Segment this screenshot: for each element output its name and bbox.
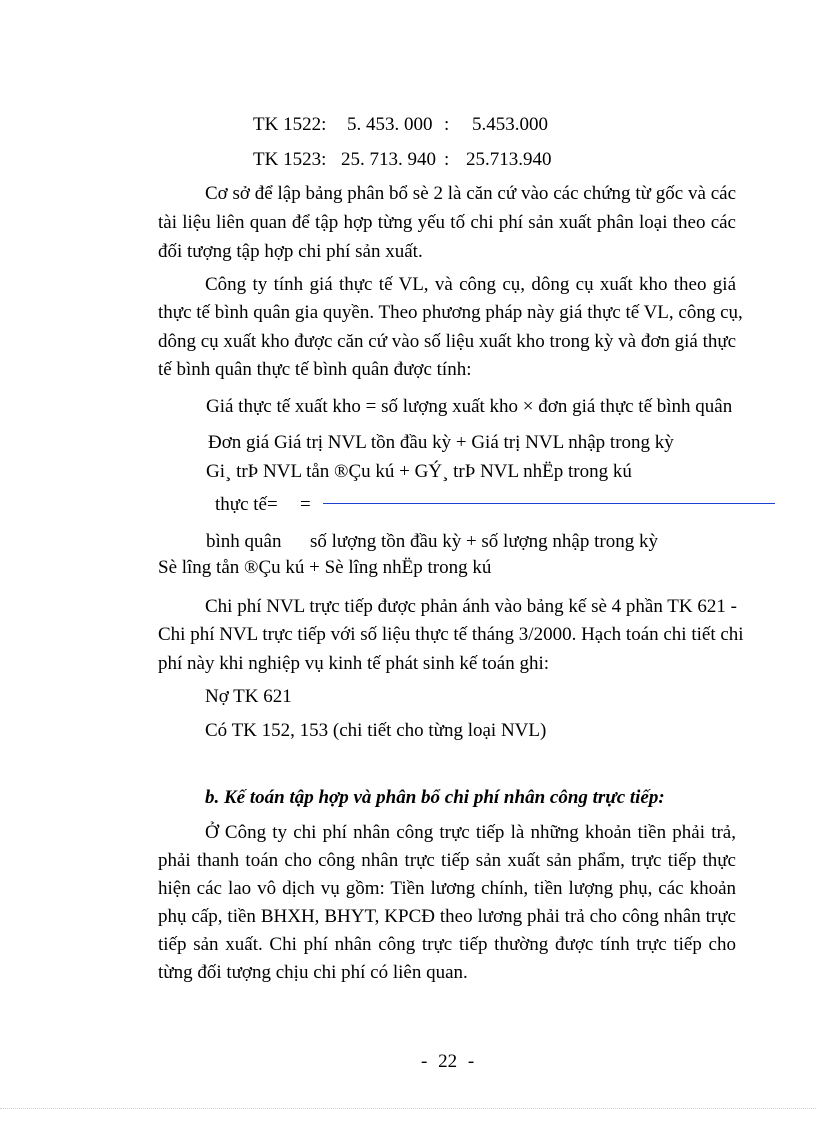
separator: : (444, 114, 450, 135)
section-heading: b. Kế toán tập hợp và phân bổ chi phí nhân công trực tiếp: (205, 787, 665, 808)
text-line: Ở Công ty chi phí nhân công trực tiếp là những khoản tiền phải trả, (205, 822, 736, 843)
separator: : (444, 149, 450, 170)
page-bottom-divider (0, 1108, 816, 1109)
text-line: phải thanh toán cho công nhân trực tiếp sản xuất sản phẩm, trực tiếp thực (158, 850, 736, 871)
account-label: TK 1522: (253, 114, 327, 135)
amount: 5. 453. 000 (347, 114, 433, 135)
account-label: TK 1523: (253, 149, 327, 170)
text-line: tài liệu liên quan để tập hợp từng yếu tố chi phí sản xuất phân loại theo các (158, 212, 736, 233)
formula-equals: = (300, 494, 311, 515)
text-line: Chi phí NVL trực tiếp với số liệu thực tế tháng 3/2000. Hạch toán chi tiết chi (158, 624, 744, 645)
text-line: Cơ sở để lập bảng phân bổ sè 2 là căn cứ vào các chứng từ gốc và các (205, 183, 736, 204)
formula-lhs: thực tế= (215, 494, 278, 515)
text-line: tế bình quân thực tế bình quân được tính: (158, 359, 472, 380)
formula-denominator-garbled: Sè lîng tån ®Çu kú + Sè lîng nhËp trong kú (158, 557, 492, 578)
journal-credit: Có TK 152, 153 (chi tiết cho từng loại NVL) (205, 720, 547, 741)
formula-main: Giá thực tế xuất kho = số lượng xuất kho × đơn giá thực tế bình quân (206, 396, 733, 417)
page-number: - 22 - (421, 1051, 475, 1072)
amount: 5.453.000 (472, 114, 548, 135)
journal-debit: Nợ TK 621 (205, 686, 292, 707)
text-line: thực tế bình quân gia quyền. Theo phương pháp này giá thực tế VL, công cụ, (158, 302, 743, 323)
amount: 25. 713. 940 (341, 149, 436, 170)
text-line: từng đối tượng chịu chi phí có liên quan. (158, 962, 468, 983)
formula-denominator: bình quân số lượng tồn đầu kỳ + số lượng nhập trong kỳ (206, 531, 658, 552)
text-line: Công ty tính giá thực tế VL, và công cụ, dông cụ xuất kho theo giá (205, 274, 736, 295)
fraction-line (323, 503, 775, 504)
text-line: đối tượng tập hợp chi phí sản xuất. (158, 241, 423, 262)
text-line: phí này khi nghiệp vụ kinh tế phát sinh kế toán ghi: (158, 653, 550, 674)
formula-numerator: Đơn giá Giá trị NVL tồn đầu kỳ + Giá trị NVL nhập trong kỳ (208, 432, 674, 453)
text-line: dông cụ xuất kho được căn cứ vào số liệu xuất kho trong kỳ và đơn giá thực (158, 331, 737, 352)
formula-numerator-garbled: Gi¸ trÞ NVL tån ®Çu kú + GÝ¸ trÞ NVL nhËp trong kú (206, 461, 632, 482)
text-line: Chi phí NVL trực tiếp được phản ánh vào bảng kế sè 4 phần TK 621 - (205, 596, 737, 617)
text-line: phụ cấp, tiền BHXH, BHYT, KPCĐ theo lương phải trả cho công nhân trực (158, 906, 736, 927)
amount: 25.713.940 (466, 149, 552, 170)
text-line: hiện các lao vô dịch vụ gồm: Tiền lương chính, tiền lượng phụ, các khoản (158, 878, 736, 899)
text-line: tiếp sản xuất. Chi phí nhân công trực tiếp thường được tính trực tiếp cho (158, 934, 736, 955)
